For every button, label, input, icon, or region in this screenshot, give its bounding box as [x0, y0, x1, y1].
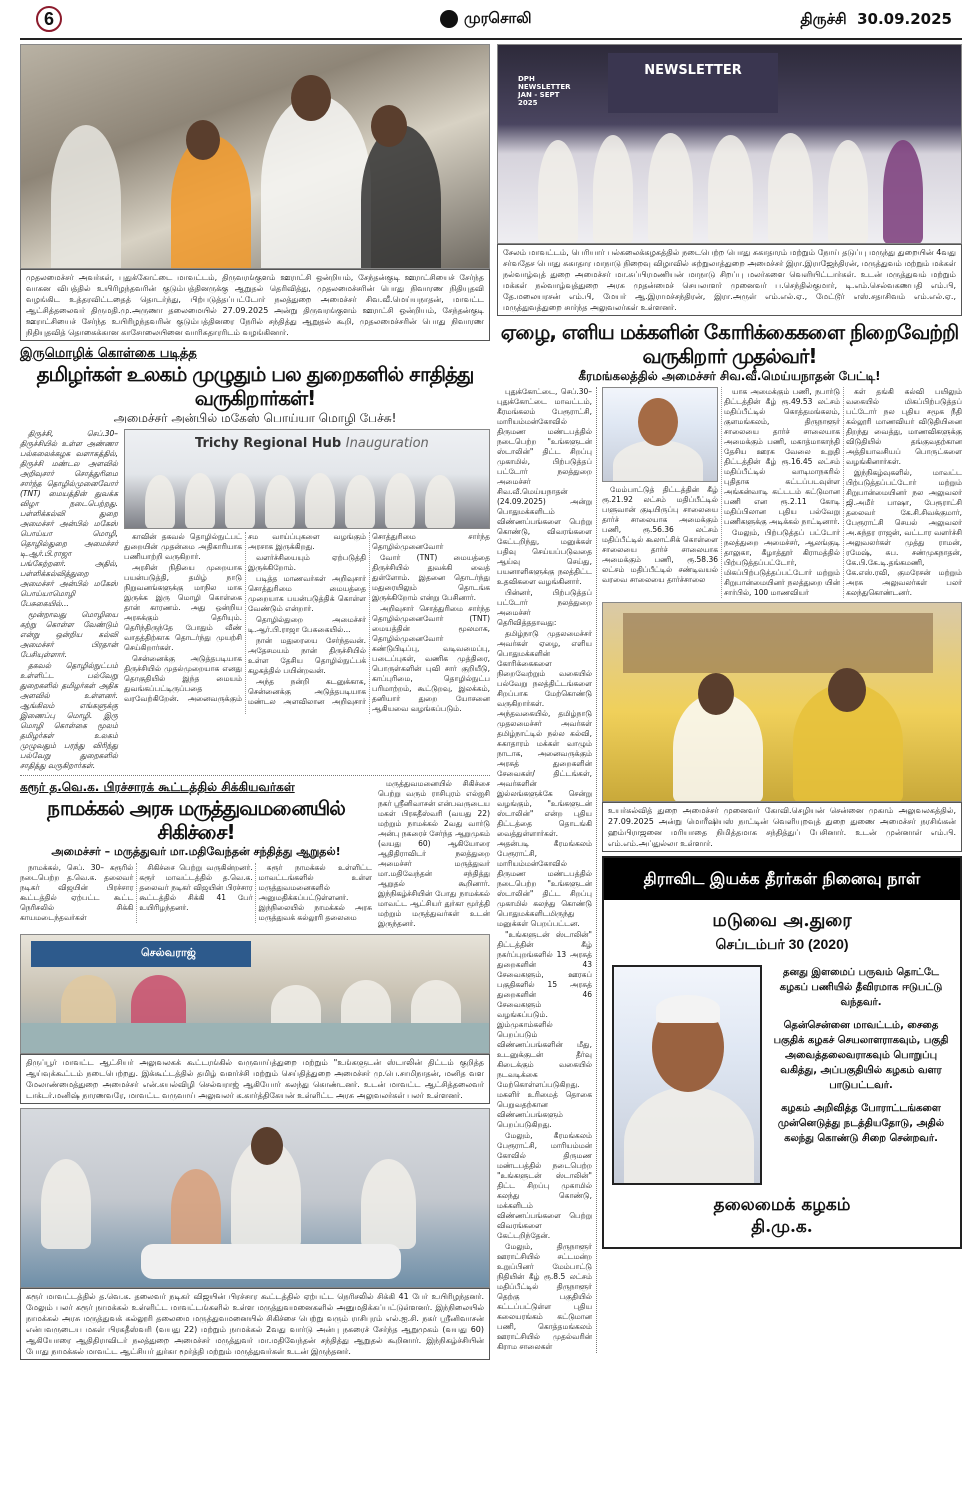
headline: தமிழர்கள் உலகம் முழுதும் பல துறைகளில் சாதித்து வருகிறார்கள்! — [36, 362, 474, 410]
signature-line: தலைமைக் கழகம் — [713, 1195, 851, 1215]
speaker-board: செல்வராஜ் — [31, 941, 251, 967]
article-anbil — [20, 429, 490, 772]
article-column — [497, 387, 597, 1353]
masthead — [440, 9, 532, 29]
paragraph: பின்னர், பிற்படுத்தப் பட்டோர் நலத்துறை அமைச்சர் தெரிவித்ததாவது: — [497, 588, 592, 627]
hub-banner-sub: Inauguration — [345, 436, 429, 451]
paragraph: கள் தங்கி கல்வி பயிலும் வகையில் மிகப்பிற்படுத்தப் பட்டோர் நல புதிய சமூக நீதி கல்லூரி மாணவியர் விடுதியினை திறந்து வைத்து, மாணவிகளுக்கு விடுதியில் தங்குவதற்கான அத்தியாவசியப் பொருட்களை வழங்கினார்கள். — [846, 387, 962, 466]
paragraph: "உங்களுடன் ஸ்டாலின்" திட்டத்தின் கீழ் நகர்ப்புறங்களில் 13 அரசுத் துறைகளின் 43 சேவைகளும், ஊரகப் பகுதிகளில் 15 அரசுத் துறைகளின் 46 சேவைகளும் வழங்கப்படும். இம்முகாம்களில் பெறப்படும் விண்ணப்பங்களின் மீது, உடனுக்குடன் தீர்வு கிடைக்கும் வகையில் நடவடிக்கை மேற்கொள்ளப்படுகிறது. மகளிர் உரிமைத் தொகை பெறுவதற்கான விண்ணப்பங்களும் பெறப்படுகிறது. — [497, 930, 592, 1129]
subheadline: அமைச்சர் – மருத்துவர் மா.மதிவேந்தன் சந்தித்து ஆறுதல்! — [51, 845, 341, 858]
photo-condolence — [20, 44, 490, 269]
paragraph: தொழில்துறை அமைச்சர் டி.ஆர்.பி.ராஜா பேசுகையில்... — [248, 615, 366, 634]
paragraph: இந்நிகழ்வுகளில், மாவட்ட பிற்படுத்தப்பட்டோர் மற்றும் சிறுபான்மையினர் நல அலுவலர் ஜி.அமீர் பாஷா, பேரூராட்சி தலைவர் கே.சி.சிவக்குமார், பேரூராட்சி செயல் அலுவலர் அ.சுந்தர ராஜன், வட்டார வளர்ச்சி அலுவலர்கள் முத்து ராமன், ரமேஷ், சுப. சண்முகநாதன், கே.பி.கே.டி.தங்கமணி, கே.எஸ்.ரவி, குமரேசன் மற்றும் அரசு அலுவலர்கள் பலர் கலந்துகொண்டனர். — [846, 468, 962, 597]
photo-minister-meeting — [602, 602, 962, 802]
newsletter-banner: NEWSLETTER — [608, 53, 778, 113]
paragraph: மேலும், கீரமங்கலம் பேரூராட்சி, மாரியம்மன் கோவில் திருமண மண்டபத்தில் நடைபெற்ற "உங்களுடன் ஸ்டாலின்" திட்ட சிறப்பு முகாமில் கலந்து கொண்டு, மக்களிடம் விண்ணப்பங்களை பெற்று விவரங்களை கேட்டறிந்தேன். — [497, 1131, 592, 1240]
signature-party: தி.மு.க. — [751, 1217, 813, 1237]
article-column — [378, 779, 490, 930]
paragraph: வளர்ச்சியையும் ஏற்படுத்தி இருக்கிறோம். — [248, 553, 366, 572]
memorial-date: செப்டம்பர் 30 (2020) — [715, 936, 849, 952]
issue-date: 30.09.2025 — [857, 10, 952, 28]
paragraph: கரூர் நாமக்கல் உள்ளிட்ட மாவட்டங்களில் உள்ள மருத்துவமனைகளில் அனுமதிக்கப்பட்டுள்ளனர். இந்நிலையில் நாமக்கல் அரசு மருத்துவக் கல்லூரி தலைமை — [258, 863, 372, 922]
paragraph: படித்த மாணவர்கள் அறிவுசார் சொத்துரிமை மையத்தை முறையாக பயன்படுத்திக் கொள்ள வேண்டும் என்றார். — [248, 574, 366, 613]
paragraph: சிகிச்சை பெற்று வருகின்றனர். கரூர் மாவட்டத்தில் த.வெ.க. தலைவர் நடிகர் விஜயின் பிரச்சார கூட்டத்தில் சிக்கி 41 பேர் உயிரிழந்தனர். — [139, 863, 253, 912]
portrait-minister — [602, 387, 718, 482]
photo-review-meeting — [20, 934, 490, 1054]
dateline — [800, 10, 952, 30]
memorial-text — [770, 965, 952, 1154]
article-meyyanathan — [497, 387, 962, 1353]
paragraph: அந்த நன்றி கடனுக்காக, சென்னைக்கு அடுத்தபடியாக மண்டல அளவிலான அறிவுசார் சொத்துரிமை சார்ந்த தொழில்முனைவோர் — [248, 532, 490, 706]
memorial-banner: திராவிட இயக்க தீரர்கள் நினைவு நாள் — [604, 858, 960, 900]
paragraph: அரசின் நிதியை முறையாக பயன்படுத்தி, தமிழ் நாடு நிறுவனங்களுக்கு மாநில மாக இருக்க இரு மொழி கொள்கை தான் காரணம். அது ஒன்றிய அரசுக்கும் தெரியும். தெரிந்திருந்தே போதும் வீண் வாதத்திற்காக தொடர்ந்து முயற்சி செய்கிறார்கள். — [124, 563, 242, 652]
page-header — [20, 0, 962, 40]
paragraph: யாக அமைக்கும் பணி, நபார்டு திட்டத்தின் கீழ் ரூ.49.53 லட்சம் மதிப்பீட்டில் கொத்தமங்கலம், குளமங்கலம், திருநாளூர் சாலையை தார்ச் சாலையாக அமைக்கும் பணி, மகாத்மாகாந்தி தேசிய ஊரக வேலை உறுதி திட்டத்தின் கீழ் ரூ.16.45 லட்சம் மதிப்பீட்டில் வாடிமாநகரில் புதிதாக கட்டப்படவுள்ள அங்கன்வாடி கட்டடம் கட்டுமான பணி என ரூ.2.11 கோடி மதிப்பிலான புதிய பல்வேறு பணிகளுக்கு அடிக்கல் நாட்டினார். — [724, 387, 840, 526]
headline: ஏழை, எளிய மக்களின் கோரிக்கைகளை நிறைவேற்றி வருகிறார் முதல்வர்! — [500, 320, 959, 368]
article-columns — [20, 863, 372, 923]
paragraph: மேம்பாட்டுத் திட்டத்தின் கீழ் ரூ.21.92 லட்சம் மதிப்பீட்டில் பளுவான் குடியிருப்பு சாலையை தார்ச் சாலையாக அமைக்கும் பணி, ரூ.56.36 லட்சம் மதிப்பீட்டில் கூலாட்சிக் கொள்ளை சாலையை தார்ச் சாலையாக அமைக்கும் பணி, ரூ.58.36 லட்சம் மதிப்பீட்டில் சண்டிவயல் வரவை சாலையை தார்ச்சாலை — [602, 485, 718, 584]
photo-caption: சேலம் மாவட்டம், பெரியார் பல்கலைக்கழகத்தில் நடைபெற்ற பொது சுகாதாரம் மற்றும் நோய் தடுப்பு மருந்து துறையின் 4வது சர்வதேச பொது சுகாதார மாநாடு நிறைவு விழாவில் சுற்றுலாத்துறை அமைச்சர் இரா.இராஜேந்திரன், மருத்துவம் மற்றும் மக்கள் நல்வாழ்வுத் துறை அமைச்சர் மா.சுப்பிரமணியன் மாநாடு சிறப்பு மலர்களை வெளியிட்டார்கள். உடன் மருத்துவம் மற்றும் மக்கள் நல்வாழ்வுத்துறை அரசு முதன்மைச் செயலாளர் முனைவர் ப.செந்தில்குமார், டி.எம்.செல்வகணபதி எம்.பி, தே.மலையரசன் எம்.பி, மேயர் ஆ.இராமச்சந்திரன், இரா.அருள் எம்.எல்.ஏ., மேட்டூர் எஸ்.சதாசிவம் எம்.எல்.ஏ., மருத்துவத்துறை சார்ந்த அலுவலர்கள் உள்ளனர். — [497, 244, 962, 316]
photo-caption: முதலமைச்சர் அவர்கள், புதுக்கோட்டை மாவட்டம், திருவரங்குளம் ஊராட்சி ஒன்றியம், சேந்தன்குடி ஊராட்சியைச் சேர்ந்த வாகன விபத்தில் உயிரிழந்தவரின் குடும்பத்தினருக்கு ஆறுதல் தெரிவித்து, முதலமைச்சரின் பொது நிவாரண நிதியுதவி வழங்கிட உத்தரவிட்டதைத் தொடர்ந்து, பிற்படுத்தப்பட்டோர் நலத்துறை அமைச்சர் சிவ.வீ.மெய்யநாதன், மாவட்ட ஆட்சித்தலைவர் திருமதி.மு.அருணா தலைமையில் 27.09.2025 அன்று திருவரங்குளம் ஊராட்சி ஒன்றியம், சேந்தன்குடி ஊராட்சியைச் சேர்ந்த உயிரிழந்தவரின் குடும்பத்தினரை நேரில் சந்தித்து ஆறுதல் கூறி, முதலமைச்சரின் பொது நிவாரண நிதியுதவித் தொகைக்கான காசோலையினை வாரிசுதாரரிடம் வழங்கினார். — [20, 269, 490, 341]
paragraph: வோர் (TNT) மையத்தை திருச்சியில் துவக்கி வைத் துள்ளோம். இதனை தொடர்ந்து மதுரையிலும் தொடங்க இருக்கிறோம் என்று பேசினார். — [372, 553, 490, 602]
paragraph: கழகம் அறிவித்த போராட்டங்களை முன்னெடுத்து நடத்தியதோடு, அதில் கலந்து கொண்டு சிறை சென்றவர். — [777, 1103, 945, 1144]
photo-hospital-visit — [20, 1108, 490, 1288]
paragraph: தென்சென்னை மாவட்டம், சைதை பகுதிக் கழகச் செயலாளராகவும், பகுதி அவைத்தலைவராகவும் பொறுப்பு வகித்து, அப்பகுதியில் கழகம் வளர பாடுபட்டவர். — [773, 1020, 949, 1091]
paragraph: திருச்சி, செப்.30– திருச்சியில் உள்ள அண்ணா பல்கலைக்கழக வளாகத்தில், திருச்சி மண்டல அளவில் அறிவுசார் சொத்துரிமை சார்ந்த தொழில்முனைவோர் (TNT) மையத்தின் துவக்க விழா நடைபெற்றது. பள்ளிக்கல்வி துறை அமைச்சர் அன்பில் மகேஸ் பொய்யா மொழி, தொழில்துறை அமைச்சர் டி.ஆர்.பி.ராஜா பங்கேற்றனர். அதில், பள்ளிக்கல்வித்துறை அமைச்சர் அன்பில் மகேஸ் பொய்யாமொழி பேசுகையில்... — [20, 429, 118, 608]
kicker: இருமொழிக் கொள்கை படித்த — [20, 346, 197, 361]
left-column — [20, 44, 490, 1364]
article-columns — [124, 532, 490, 714]
kicker: கரூர் த.வெ.க. பிரச்சாரக் கூட்டத்தில் சிக்கியவர்கள் — [20, 780, 295, 794]
memorial-notice — [602, 856, 962, 1249]
paragraph: மேலும், பிற்படுத்தப் பட்டோர் நலத்துறை அமைச்சர், ஆலங்குடி தாலுகா, கீழாத்தூர் கிராமத்தில் பிற்படுத்தப்பட்டோர், மிகப்பிற்படுத்தப்பட்டோர் மற்றும் சிறுபான்மையினர் நலத்துறை யின் சார்பில், 100 மாணவியர் — [724, 528, 840, 597]
article-column — [20, 429, 118, 772]
paragraph: நாமக்கல், செப். 30– கரூரில் நடைபெற்ற த.வெ.க. தலைவர் நடிகர் விஜயின் பிரச்சார கூட்டத்தில் ஏற்பட்ட கூட்ட நெரிசலில் சிக்கி காயமடைந்தவர்கள் — [20, 863, 134, 922]
paragraph: தகவல் தொழில்நுட்பம் உள்ளிட்ட பல்வேறு துறைகளில் தமிழர்கள் அதிக அளவில் உள்ளனர். ஆங்கிலம் எங்களுக்கு இணைப்பு மொழி. இரு மொழி கொள்கை மூலம் தமிழர்கள் உலகம் முழுவதும் பரந்து விரிந்து பல்வேறு துறைகளில் சாதித்து வருகிறார்கள். — [20, 661, 118, 770]
paragraph: அறிவுசார் சொத்துரிமை சார்ந்த தொழில்முனைவோர் (TNT) மையத்தின் மூலமாக, தொழில்முனைவோர் கண்டுபிடிப்பு, வடிவமைப்பு, படைப்புகள், வணிக முத்திரை, பொருள்களின் புவி சார் குறியீடு, காப்புரிமை, தொழில்நுட்ப பரிமாற்றம், கூட்டுறவு, இலக்கம், தனியார் துறை யோசனை ஆகியவை வழங்கப்படும். — [372, 604, 490, 713]
paragraph: மேலும், திருநாளூர் ஊராட்சியில் சட்டமன்ற உறுப்பினர் மேம்பாட்டு நிதியின் கீழ் ரூ.8.5 லட்சம் மதிப்பீட்டில் திருநாளூர் தெற்கு பகுதியில் கட்டப்பட்டுள்ள புதிய கலையரங்கம் கட்டுமான பணி, கொத்தமங்கலம் ஊராட்சியில் முதல்வரின் கிராம சாலைகள் — [497, 1242, 592, 1351]
paragraph: சென்னைக்கு அடுத்தபடியாக திருச்சியில் முதல்முறையாக எனது தொகுதியில் இந்த மையம் துவங்கப்பட்டிருப்பதை வரவேற்கிறேன். அனைவருக்கும் சம வாய்ப்புகளை வழங்கும் அரசாக இருக்கிறது. — [124, 532, 366, 703]
memorial-name: மடுவை அ.துரை — [712, 910, 852, 931]
paragraph: தமிழ்நாடு முதலமைச்சர் அவர்கள் ஏழை, எளிய பொதுமக்களின் கோரிக்கைகளை நிறைவேற்றும் வகையில் பல்வேறு நலத்திட்டங்களை சிறப்பாக மேற்கொண்டு வருகிறார்கள். அந்தவகையில், தமிழ்நாடு முதலமைச்சர் அவர்கள் தமிழ்நாட்டில் நல்ல கல்வி, சுகாதாரம் மக்கள் வாழும் நாடாக, அனைவருக்கும் அரசுத் துறைகளின் சேவைகள்/ திட்டங்கள், அவர்களின் இல்லங்களுக்கே சென்று வழங்கும், "உங்களுடன் ஸ்டாலின்" என்ற புதிய திட்டத்தை தொடங்கி வைத்துள்ளார்கள். அதன்படி கீரமங்கலம் பேரூராட்சி, மாரியம்மன்கோவில் திருமண மண்டபத்தில் நடைபெற்ற "உங்களுடன் ஸ்டாலின்" திட்ட சிறப்பு முகாமில் கலந்து கொண்டு பொதுமக்களிடமிருந்து மனுக்கள் பெறப்பட்டன. — [497, 629, 592, 928]
photo-caption: கரூர் மாவட்டத்தில் த.வெ.க. தலைவர் நடிகர் விஜயின் பிரச்சார கூட்டத்தில் ஏற்பட்ட நெரிசலில் சிக்கி 41 பேர் உயிரிழந்தனர். மேலும் பலர் கரூர் நாமக்கல் உள்ளிட்ட மாவட்டங்களில் உள்ள மருத்துவமனைகளில் அனுமதிக்கப்பட்டுள்ளனர். இந்நிலையில் நாமக்கல் அரசு மருத்துவக் கல்லூரி தலைமை மருத்துவமனையில் சிகிச்சை பெற்று வரும் ராசிபுரம் எல்.ஐ.சி. நகர் ஸ்ரீனிவாசன் என்பவருடைய மகள் பிரகதீஸ்வரி (வயது 22) மற்றும் நாமக்கல் 2வது வார்டு அன்பு நகரைச் சேர்ந்த ஆறுமுகம் (வயது 60) ஆகியோரை ஆதிதிராவிடர் நலத்துறை அமைச்சர் மருத்துவர் மா.மதிவேந்தன் சந்தித்து ஆறுதல் கூறினார். இந்நிகழ்ச்சியின் போது நாமக்கல் மாவட்ட ஆட்சியர் துர்கா மூர்த்தி மற்றும் மருத்துவர்கள் உடன் இருந்தனர். — [20, 1288, 490, 1360]
page-number: 6 — [36, 6, 62, 32]
paragraph: காவின் தகவல் தொழில்நுட்பட் துறையின் முதன்மை அதிகாரியாக பணியாற்றி வருகிறார். — [124, 532, 242, 561]
edition: திருச்சி — [800, 10, 847, 28]
paragraph: புதுக்கோட்டை, செப்.30– புதுக்கோட்டை மாவட்டம், கீரமங்கலம் பேரூராட்சி, மாரியம்மன்கோவில் திருமண மண்டபத்தில் நடைபெற்ற "உங்களுடன் ஸ்டாலின்" திட்ட சிறப்பு முகாமில், பிற்படுத்தப் பட்டோர் நலத்துறை அமைச்சர் சிவ.வீ.மெய்யநாதன் (24.09.2025) அன்று பொதுமக்களிடம் விண்ணப்பங்களை பெற்று கொண்டு, விவரங்களை கேட்டறிந்து, மனுக்கள் பதிவு செய்யப்படுவதை ஆய்வு செய்து, பயனாளிகளுக்கு நலத்திட்ட உதவிகளை வழங்கினார். — [497, 387, 592, 586]
article-namakkal — [20, 779, 490, 930]
paragraph: மூன்றாவது மொழியை கற்று கொள்ள வேண்டும் என்று ஒன்றிய கல்வி அமைச்சர் பிரதான் பேசியுள்ளார். — [20, 610, 118, 659]
paragraph: நான் மதுரையை சேர்ந்தவன். அதேசமயம் நான் திருச்சியில் உள்ள தேசிய தொழில்நுட்பக் கழகத்தில் பயின்றவன். — [248, 636, 366, 675]
photo-trichy-hub — [124, 429, 490, 529]
headline: நாமக்கல் அரசு மருத்துவமனையில் சிகிச்சை! — [47, 796, 345, 844]
right-column — [497, 44, 962, 1364]
subheadline: அமைச்சர் அன்பில் மகேஸ் பொய்யா மொழி பேச்சு! — [113, 411, 397, 425]
hub-banner-title: Trichy Regional Hub — [195, 436, 342, 451]
newsletter-banner-small: DPH NEWSLETTER JAN - SEPT 2025 — [518, 75, 571, 107]
subheadline: கீரமங்கலத்தில் அமைச்சர் சிவ.வீ.மெய்யநாதன் பேட்டி! — [578, 369, 881, 383]
paragraph: மருத்துவமனையில் சிகிச்சை பெற்று வரும் ராசிபுரம் எல்ஐசி நகர் ஸ்ரீனிவாசன் என்பவருடைய மகள் பிரகதீஸ்வரி (வயது 22) மற்றும் நாமக்கல் 2வது வார்டு அன்பு நகரைச் சேர்ந்த ஆறுமுகம் (வயது 60) ஆகியோரை ஆதிதிராவிடர் நலத்துறை அமைச்சர் மருத்துவர் மா.மதிவேந்தன் சந்தித்து ஆறுதல் கூறினார். இந்நிகழ்ச்சியின் போது நாமக்கல் மாவட்ட ஆட்சியர் துர்கா மூர்த்தி மற்றும் மருத்துவர்கள் உடன் இருந்தனர். — [378, 779, 490, 928]
masthead-logo-icon — [440, 10, 458, 28]
photo-newsletter-release — [497, 44, 962, 244]
article-columns — [602, 387, 962, 598]
photo-caption: உயர்கல்வித் துறை அமைச்சர் முனைவர் கோவி.செழியன் சென்னை முகாம் அலுவலகத்தில், 27.09.2025 அன்று மொரீஷியஸ் நாட்டின் வெளியுறவுத் துறை துணை அமைச்சர் நரசிங்கன் ஹம்பிராஜனை மரியாதை நிமித்தமாக சந்தித்துப் பேசினார். உடன் முன்னாள் எம்.பி. எம்.எம்.அப்துல்லா உள்ளார். — [602, 802, 962, 852]
masthead-title: முரசொலி — [464, 9, 532, 27]
photo-caption: திருப்பூர் மாவட்ட ஆட்சியர் அலுவலகக் கூட்டரங்கில் வருவாய்த்துறை மற்றும் "உங்களுடன் ஸ்டாலின் திட்டம் குறித்த ஆய்வுக்கூட்டம் நடைபெற்றது. இக்கூட்டத்தில் தமிழ் வளர்ச்சி மற்றும் செய்தித்துறை அமைச்சர் மு.பெ.சாமிநாதன், மனித வள மேலாண்மைத்துறை அமைச்சர் என்.கயல்விழி செல்வராஜ் ஆகியோர் கலந்து கொண்டனர். உடன் மாவட்ட ஆட்சித்தலைவர் டாக்டர்.மனிஷ் நாரணவரே, மாவட்ட வருவாய் அலுவலர் க.கார்த்திகேயன் உள்ளிட்ட அரசு அலுவலர்கள் பலர் உள்ளனர். — [20, 1054, 490, 1104]
paragraph: தனது இளமைப் பருவம் தொட்டே கழகப் பணியில் தீவிரமாக ஈடுபட்டு வந்தவர். — [779, 967, 943, 1008]
memorial-portrait — [612, 965, 762, 1185]
